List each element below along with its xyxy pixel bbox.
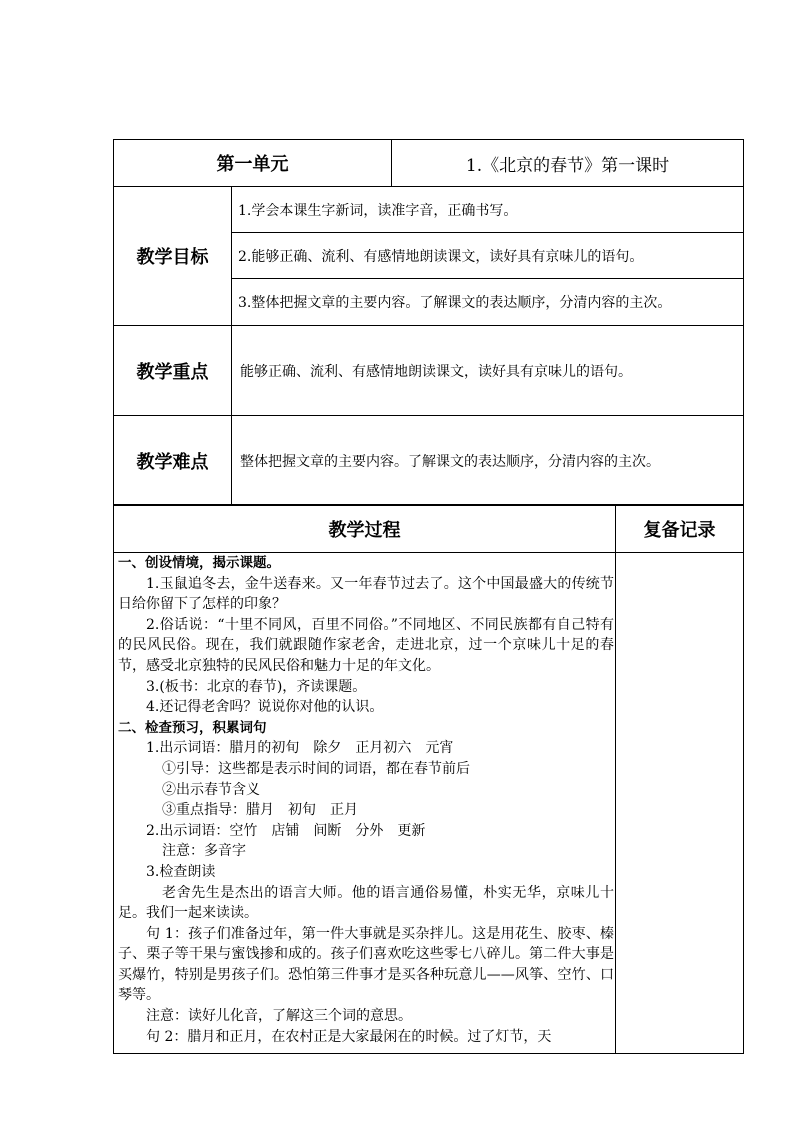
list-item: 1.出示词语：腊月的初旬 除夕 正月初六 元宵	[146, 740, 454, 757]
key-points-text: 能够正确、流利、有感情地朗读课文，读好具有京味儿的语句。	[240, 363, 632, 380]
process-label: 教学过程	[328, 520, 401, 541]
objectives-label: 教学目标	[136, 247, 209, 268]
divider	[231, 186, 232, 505]
paragraph: 句 1：孩子们准备过年，第一件大事就是买杂拌儿。这是用花生、胶枣、榛子、栗子等干果与蜜饯掺和成的。孩子们喜欢吃这些零七八碎儿。第二件大事是买爆竹，特别是男孩子们。恐怕第三件事才是买各种玩意儿——风筝、空竹、口琴等。	[118, 925, 614, 1004]
objective-item-1: 1.学会本课生字新词，读准字音，正确书写。	[238, 202, 518, 219]
list-item: 2.出示词语：空竹 店铺 间断 分外 更新	[146, 822, 426, 839]
process-content	[118, 553, 614, 1053]
difficulties-text: 整体把握文章的主要内容。了解课文的表达顺序，分清内容的主次。	[240, 453, 660, 470]
paragraph: 老舍先生是杰出的语言大师。他的语言通俗易懂，朴实无华，京味儿十足。我们一起来读读。	[118, 884, 614, 922]
note: 注意：读好儿化音，了解这三个词的意思。	[146, 1008, 412, 1025]
objective-item-3: 3.整体把握文章的主要内容。了解课文的表达顺序，分清内容的主次。	[238, 295, 672, 311]
paragraph: 句 2：腊月和正月，在农村正是大家最闲在的时候。过了灯节，天	[146, 1028, 552, 1045]
paragraph: 3.(板书：北京的春节)，齐读课题。	[146, 678, 367, 695]
list-item: ③重点指导：腊月 初旬 正月	[162, 802, 358, 819]
notes-label: 复备记录	[643, 520, 716, 541]
lesson-title: 1.《北京的春节》第一课时	[465, 155, 670, 176]
difficulties-label: 教学难点	[136, 451, 209, 473]
key-points-label: 教学重点	[136, 361, 209, 383]
divider	[615, 505, 616, 1054]
list-item: ②出示春节含义	[162, 781, 260, 798]
section-heading: 一、创设情境，揭示课题。	[118, 555, 280, 571]
list-item: 3.检查朗读	[146, 863, 216, 880]
unit-title: 第一单元	[216, 154, 289, 175]
note: 注意：多音字	[162, 843, 246, 860]
paragraph: 4.还记得老舍吗？说说你对他的认识。	[146, 699, 384, 716]
objective-item-2: 2.能够正确、流利、有感情地朗读课文，读好具有京味儿的语句。	[238, 248, 644, 265]
list-item: ①引导：这些都是表示时间的词语，都在春节前后	[162, 760, 470, 777]
section-heading: 二、检查预习，积累词句	[118, 719, 267, 736]
paragraph: 1.玉鼠追冬去，金牛送春来。又一年春节过去了。这个中国最盛大的传统节日给你留下了怎样的印象？	[118, 575, 614, 613]
paragraph: 2.俗话说：“十里不同风，百里不同俗。”不同地区、不同民族都有自己特有的民风民俗。现在，我们就跟随作家老舍，走进北京，过一个京味儿十足的春节，感受北京独特的民风民俗和魅力十足的年文化。	[118, 616, 614, 674]
